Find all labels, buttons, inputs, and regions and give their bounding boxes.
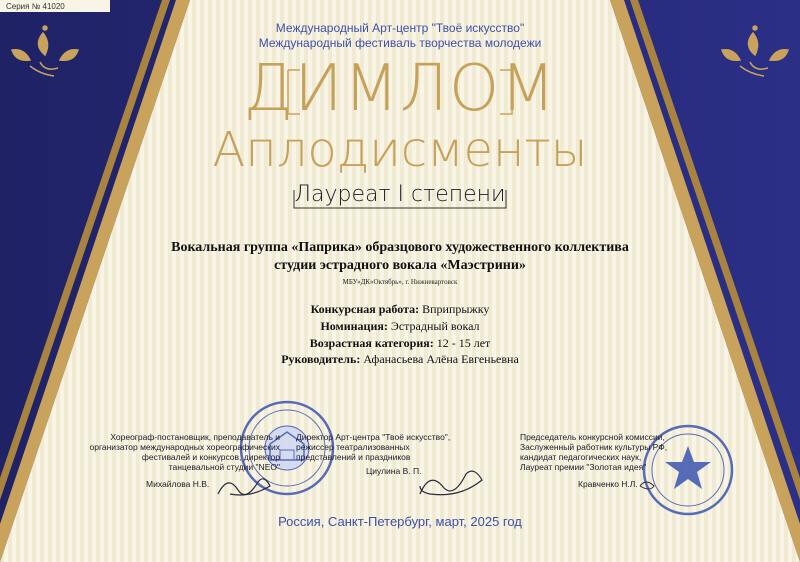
signatory-title-line: представлений и праздников	[296, 452, 411, 462]
signatory-title-line: режиссер театрализованных	[296, 442, 410, 452]
field-label: Номинация:	[320, 319, 388, 333]
signatory-1-title	[70, 432, 280, 472]
signatory-title-line: Хореограф-постановщик, преподаватель и	[110, 432, 280, 442]
recipient-address: МБУ»ДК»Октябрь», г. Нижневартовск	[342, 278, 458, 286]
field-supervisor	[0, 352, 800, 367]
field-value: Эстрадный вокал	[390, 319, 480, 333]
signatory-title-line: танцевальной студии "NEO"	[168, 462, 280, 472]
document-title: ДИМЛОМ	[243, 52, 557, 126]
signatory-1-name: Михайлова Н.В.	[146, 479, 210, 489]
field-label: Конкурсная работа:	[310, 302, 420, 316]
field-nomination	[0, 319, 800, 334]
signatory-title-line: фестивалей и конкурсов, директор	[141, 452, 280, 462]
field-label: Руководитель:	[281, 352, 361, 366]
signatory-2-title	[296, 432, 506, 462]
field-label: Возрастная категория:	[309, 336, 434, 350]
signatory-3-name: Кравченко Н.Л.	[578, 479, 638, 489]
signatory-title-line: кандидат педагогических наук,	[520, 452, 642, 462]
recipient-line-2: студии эстрадного вокала «Маэстрини»	[274, 258, 526, 273]
organizer-line-1: Международный Арт-центр "Твоё искусство"	[275, 21, 525, 35]
signatory-title-line: организатор международных хореографических	[89, 442, 280, 452]
signatory-title-line: Лауреат премии "Золотая идея"	[520, 462, 647, 472]
signatory-title-line: Председатель конкурсной комиссии,	[520, 432, 665, 442]
field-age-category	[0, 336, 800, 351]
signatory-2-name: Циулина В. П.	[366, 466, 422, 476]
field-value: Афанасьева Алёна Евгеньевна	[363, 352, 519, 366]
award-title: Аплодисменты	[212, 122, 588, 178]
field-value: 12 - 15 лет	[436, 336, 491, 350]
signatory-title-line: Заслуженный работник культуры РФ,	[520, 442, 668, 452]
organizer-line-2: Международный фестиваль творчества молодежи	[258, 36, 542, 50]
signatory-title-line: Директор Арт-центра "Твоё искусство",	[296, 432, 451, 442]
recipient-line-1: Вокальная группа «Паприка» образцового художественного коллектива	[171, 240, 629, 255]
field-work	[0, 302, 800, 317]
signatory-3-title	[520, 432, 720, 472]
footer-place-date: Россия, Санкт-Петербург, март, 2025 год	[278, 514, 522, 529]
degree-label: Лауреат I степени	[294, 182, 506, 207]
serial-number: Серия № 41020	[6, 2, 65, 11]
field-value: Вприпрыжку	[422, 302, 490, 316]
